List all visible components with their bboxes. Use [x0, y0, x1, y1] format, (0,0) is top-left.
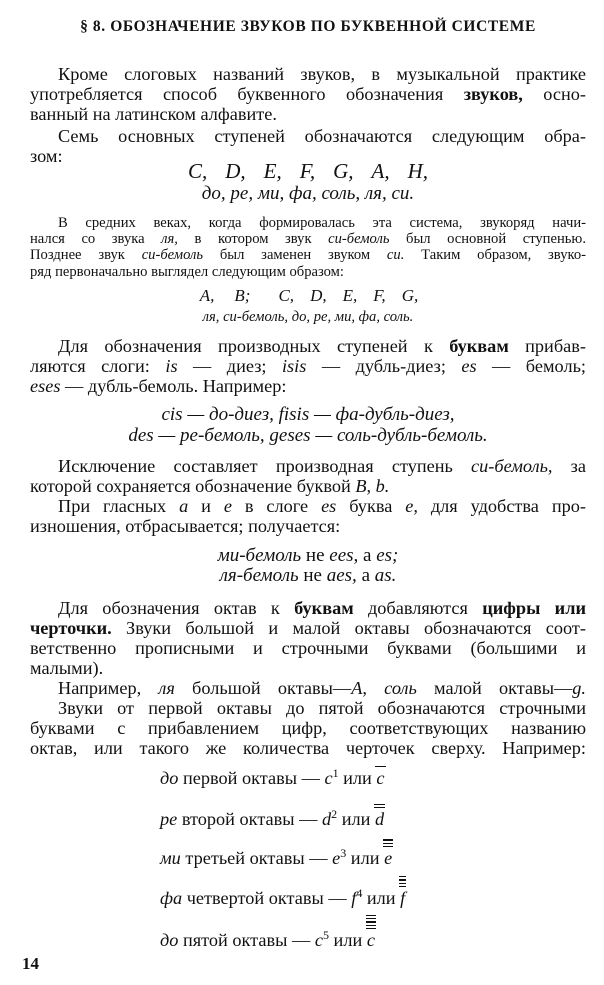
octave-bars: [375, 766, 385, 767]
text-span: был основной ступенью.: [389, 231, 586, 248]
or-word: или: [338, 768, 377, 789]
text-span-bold: звуков,: [463, 84, 523, 104]
text-span-italic: is: [165, 356, 178, 376]
text-span-italic: es;: [376, 545, 399, 566]
text-span: ляются слоги:: [30, 356, 166, 376]
note-letter: B;: [234, 286, 251, 305]
text-span-italic: isis: [281, 356, 307, 376]
text-span: а: [358, 545, 377, 566]
note-letter: d: [374, 809, 385, 830]
note-letter: d: [321, 809, 332, 830]
note-name: до: [160, 930, 179, 951]
text-line: [30, 404, 586, 425]
note-letter: G,: [401, 286, 419, 305]
text-line: [30, 598, 586, 618]
text-line: [30, 496, 586, 516]
octave-number: 2: [331, 807, 338, 821]
text-span: осно-: [543, 84, 587, 104]
note-letter: A,: [371, 159, 390, 183]
text-line: ванный на латинском алфавите.: [30, 104, 277, 124]
text-line: [30, 336, 586, 356]
text-span: а: [356, 565, 375, 586]
text-span: Исключение составляет производная ступень: [58, 456, 472, 476]
note-name: до: [160, 768, 179, 789]
text-span: Звуки большой и малой октавы обозначаются соот-: [111, 618, 586, 638]
note-letter: f: [351, 888, 357, 909]
octave-label: четвертой октавы —: [182, 888, 352, 909]
text-span-italic: — фа-дубль-диез,: [309, 404, 455, 425]
octave-bars: [374, 804, 385, 809]
octave-row-4: [160, 886, 460, 909]
paragraph-example-large-small: [30, 678, 586, 698]
text-line: ветственно прописными и строчными буквами (большими и: [30, 638, 586, 658]
note-with-bars: [375, 809, 384, 830]
text-line: малыми).: [30, 658, 104, 678]
note-letter: D,: [310, 286, 327, 305]
paragraph-vowels: [30, 496, 586, 536]
example-vowels: [30, 546, 586, 586]
note-letter: c: [376, 768, 385, 789]
text-span-italic: e,: [405, 496, 418, 516]
octave-number: 1: [332, 766, 339, 780]
octave-row-5: [160, 928, 460, 951]
text-line: [30, 247, 586, 263]
note-with-bars: [384, 848, 392, 869]
text-span-italic: eses: [30, 376, 61, 396]
text-span-italic: — до-диез,: [182, 404, 279, 425]
octave-number: 3: [340, 846, 347, 860]
text-span-italic: geses: [269, 425, 311, 446]
text-span-italic: B, b.: [355, 476, 390, 496]
section-heading: § 8. ОБОЗНАЧЕНИЕ ЗВУКОВ ПО БУКВЕННОЙ СИСТЕМЕ: [80, 18, 536, 35]
text-span-italic: fisis: [278, 404, 310, 425]
note-letter: G,: [333, 159, 354, 183]
note-letter: c: [366, 930, 375, 951]
seven-names-row: до, ре, ми, фа, соль, ля, си.: [201, 183, 415, 204]
note-letter: D,: [225, 159, 246, 183]
note-name: ми: [160, 848, 181, 869]
octave-number: 4: [356, 886, 363, 900]
text-line: изношения, отбрасывается; получается:: [30, 516, 341, 536]
text-span-italic: си-бемоль: [141, 247, 204, 264]
paragraph-octaves: [30, 598, 586, 678]
text-line: В средних веках, когда формировалась эта система, звукоряд начи-: [58, 215, 586, 231]
octave-bars: [383, 839, 393, 847]
text-span: — диез;: [177, 356, 282, 376]
text-span-bold: черточки.: [30, 618, 112, 638]
octave-row-1: [160, 766, 460, 789]
text-span-italic: es: [321, 496, 337, 516]
or-word: или: [346, 848, 385, 869]
text-span: большой октавы—: [174, 678, 352, 698]
text-span-italic: ees,: [329, 545, 359, 566]
historical-note: [30, 215, 586, 280]
paragraph-upper-octaves: [30, 698, 586, 758]
text-span-italic: — ре-бемоль,: [153, 425, 270, 446]
text-span-italic: as.: [374, 565, 397, 586]
text-span-bold: цифры или: [482, 598, 586, 618]
paragraph-derived-degrees: [30, 336, 586, 396]
text-span-italic: ля-бемоль: [219, 565, 299, 586]
text-span: прибав-: [508, 336, 586, 356]
text-line: [30, 566, 586, 586]
text-line: [30, 376, 586, 396]
octave-label: третьей октавы —: [180, 848, 333, 869]
text-span: [367, 678, 384, 698]
paragraph-intro: [30, 64, 586, 124]
text-span-italic: си.: [386, 247, 405, 264]
text-span-italic: — соль-дубль-бемоль.: [310, 425, 488, 446]
text-line: [30, 618, 586, 638]
note-letter: f: [400, 888, 406, 909]
text-span-italic: соль: [384, 678, 417, 698]
text-line: Семь основных ступеней обозначаются следующим обра-: [58, 126, 586, 146]
paragraph-exception: [30, 456, 586, 496]
text-span: — дубль-бемоль. Например:: [60, 376, 287, 396]
note-letter: F,: [373, 286, 386, 305]
octave-label: первой октавы —: [182, 768, 325, 789]
text-span: за: [552, 456, 586, 476]
note-letter: c: [324, 768, 333, 789]
text-span: добавляются: [353, 598, 483, 618]
text-span: не: [298, 565, 327, 586]
text-span: и: [188, 496, 224, 516]
text-span-italic: си-бемоль,: [471, 456, 553, 476]
text-span-italic: aes,: [326, 565, 357, 586]
text-span-italic: cis: [161, 404, 183, 425]
or-word: или: [328, 930, 367, 951]
text-span-bold: буквам: [449, 336, 509, 356]
note-letter: C,: [278, 286, 295, 305]
text-span: Таким образом, звуко-: [404, 247, 586, 264]
text-line: [30, 546, 586, 566]
text-line: [30, 84, 586, 104]
note-with-bars: [400, 888, 405, 909]
note-letter: e: [332, 848, 341, 869]
text-span: Позднее звук: [30, 247, 142, 264]
text-line: зом:: [30, 146, 63, 166]
text-span: для удобства про-: [417, 496, 586, 516]
note-name: фа: [160, 888, 183, 909]
text-span: в слоге: [231, 496, 322, 516]
text-line: [30, 356, 586, 376]
note-name: ре: [160, 809, 178, 830]
text-span-italic: ля,: [161, 231, 178, 248]
text-span-italic: си-бемоль: [328, 231, 390, 248]
text-line: ряд первоначально выглядел следующим образом:: [30, 263, 344, 280]
note-with-bars: [367, 930, 375, 951]
text-span: употребляется способ буквенного обозначения: [30, 84, 444, 104]
octave-bars: [399, 876, 406, 887]
note-letter: e: [384, 848, 393, 869]
text-span: При гласных: [58, 496, 180, 516]
note-letter: E,: [342, 286, 358, 305]
text-span: был заменен звуком: [203, 247, 387, 264]
text-span-italic: ми-бемоль: [217, 545, 302, 566]
page-number: 14: [22, 954, 39, 973]
text-span: малой октавы—: [416, 678, 573, 698]
note-letter: H,: [407, 159, 429, 183]
text-span: Для обозначения производных ступеней к: [58, 336, 450, 356]
octave-label: второй октавы —: [177, 809, 322, 830]
text-line: Кроме слоговых названий звуков, в музыкальной практике: [58, 64, 586, 84]
or-word: или: [362, 888, 401, 909]
text-line: [30, 678, 586, 698]
text-span-italic: g.: [572, 678, 586, 698]
text-span: — бемоль;: [476, 356, 586, 376]
note-with-bars: [376, 768, 384, 789]
note-letter: E,: [263, 159, 282, 183]
text-line: [30, 456, 586, 476]
seven-letters-row: [30, 160, 586, 182]
text-line: [30, 476, 586, 496]
text-span: — дубль-диез;: [306, 356, 462, 376]
text-line: Звуки от первой октавы до пятой обозначаются строчными: [58, 698, 586, 718]
note-letter: F,: [299, 159, 316, 183]
text-line: буквами с прибавлением цифр, соответствующих названию: [30, 718, 586, 738]
octave-number: 5: [322, 928, 329, 942]
octave-label: пятой октавы —: [178, 930, 315, 951]
text-span-italic: A,: [351, 678, 367, 698]
octave-row-2: [160, 807, 460, 830]
note-letter: c: [314, 930, 323, 951]
note-letter: A,: [199, 286, 215, 305]
octave-row-3: [160, 846, 460, 869]
text-span-italic: ля: [158, 678, 175, 698]
text-span: Для обозначения октав к: [58, 598, 295, 618]
text-span-italic: des: [128, 425, 154, 446]
text-line: [30, 425, 586, 446]
text-line: октав, или такого же количества черточек сверху. Например:: [30, 738, 586, 758]
or-word: или: [337, 809, 375, 830]
text-span: которой сохраняется обозначение буквой: [30, 476, 356, 496]
note-letter: C,: [187, 159, 208, 183]
text-span: нался со звука: [30, 231, 162, 248]
text-span-italic: es: [461, 356, 477, 376]
text-span: не: [301, 545, 330, 566]
example-derived: [30, 404, 586, 446]
text-span-italic: a: [179, 496, 189, 516]
text-span: буква: [336, 496, 406, 516]
octave-bars: [366, 915, 376, 929]
medieval-letters-row: [30, 286, 586, 306]
medieval-names-row: ля, си-бемоль, до, ре, ми, фа, соль.: [202, 309, 414, 325]
text-span-bold: буквам: [294, 598, 354, 618]
text-line: [30, 231, 586, 247]
text-span: в котором звук: [177, 231, 329, 248]
text-span-italic: e: [223, 496, 232, 516]
text-span: Например,: [58, 678, 159, 698]
